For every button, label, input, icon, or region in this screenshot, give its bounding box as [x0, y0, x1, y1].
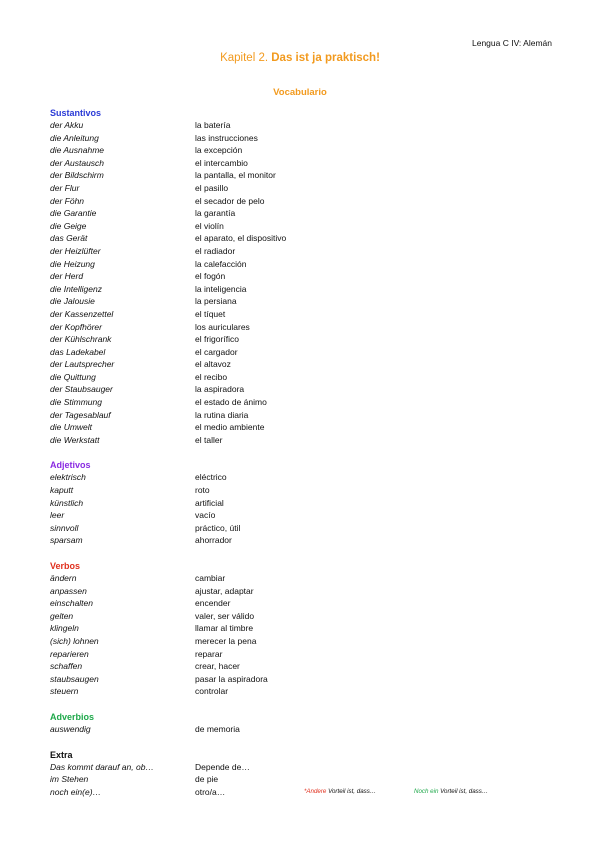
- phrase-note-andere: [304, 786, 414, 799]
- spanish-translation: práctico, útil: [195, 522, 241, 533]
- vocab-row: [50, 723, 570, 736]
- german-term: die Intelligenz: [50, 283, 102, 294]
- german-term: der Staubsauger: [50, 384, 113, 395]
- german-term: einschalten: [50, 598, 94, 609]
- german-term: auswendig: [50, 723, 91, 734]
- spanish-translation: el frigorífico: [195, 334, 239, 345]
- spanish-translation: de memoria: [195, 723, 240, 734]
- german-term: leer: [50, 510, 65, 521]
- spanish-translation: ahorrador: [195, 535, 232, 546]
- german-term: das Gerät: [50, 233, 88, 244]
- section-extra: [50, 749, 570, 799]
- german-term: ändern: [50, 573, 77, 583]
- section-adjetivos: [50, 459, 570, 547]
- vocab-row: [50, 144, 570, 157]
- spanish-translation: la excepción: [195, 145, 243, 156]
- vocab-row: [50, 509, 570, 522]
- german-term: (sich) lohnen: [50, 635, 99, 646]
- note-highlight: Andere: [306, 787, 327, 795]
- german-term: der Tagesablauf: [50, 409, 111, 420]
- german-term: anpassen: [50, 585, 87, 596]
- vocab-row: [50, 673, 570, 686]
- word-list: [50, 471, 570, 547]
- section-title: Extra: [50, 749, 73, 760]
- vocab-row: [50, 660, 570, 673]
- spanish-translation: controlar: [195, 686, 229, 697]
- vocab-row: [50, 346, 570, 359]
- spanish-translation: otro/a…: [195, 786, 226, 797]
- vocab-row: [50, 308, 570, 321]
- vocab-row: [50, 169, 570, 182]
- spanish-translation: roto: [195, 485, 210, 496]
- vocab-row: [50, 534, 570, 547]
- course-label: Lengua C IV: Alemán: [471, 38, 552, 48]
- vocab-row: [50, 597, 570, 610]
- german-term: die Garantie: [50, 208, 97, 219]
- vocab-row: [50, 207, 570, 220]
- spanish-translation: la inteligencia: [195, 283, 247, 294]
- german-term: künstlich: [50, 497, 84, 508]
- german-term: der Heizlüfter: [50, 245, 101, 256]
- spanish-translation: llamar al timbre: [195, 623, 254, 634]
- phrase-note-noch-ein: [414, 786, 514, 799]
- german-term: reparieren: [50, 648, 89, 659]
- german-term: der Flur: [50, 182, 80, 193]
- spanish-translation: ajustar, adaptar: [195, 585, 254, 596]
- word-list: [50, 572, 570, 698]
- vocab-row: [50, 522, 570, 535]
- german-term: Das kommt darauf an, ob…: [50, 761, 154, 772]
- german-term: im Stehen: [50, 774, 89, 785]
- vocab-row: [50, 371, 570, 384]
- chapter-main-title: Das ist ja praktisch!: [271, 52, 380, 64]
- section-title: Adjetivos: [50, 460, 91, 471]
- german-term: der Herd: [50, 271, 84, 282]
- spanish-translation: el fogón: [195, 271, 226, 282]
- spanish-translation: el recibo: [195, 371, 228, 382]
- vocab-row: [50, 383, 570, 396]
- vocab-row: [50, 258, 570, 271]
- vocab-row: [50, 635, 570, 648]
- spanish-translation: el aparato, el dispositivo: [195, 233, 287, 244]
- chapter-title: [0, 52, 600, 64]
- german-term: noch ein(e)…: [50, 786, 102, 797]
- vocab-row: [50, 396, 570, 409]
- spanish-translation: el estado de ánimo: [195, 397, 267, 408]
- german-term: die Anleitung: [50, 132, 99, 143]
- vocab-row: [50, 232, 570, 245]
- spanish-translation: el altavoz: [195, 359, 231, 370]
- spanish-translation: eléctrico: [195, 472, 227, 483]
- spanish-translation: la garantía: [195, 208, 236, 219]
- word-list: [50, 723, 570, 736]
- vocab-row: [50, 157, 570, 170]
- note-rest: Vorteil ist, dass…: [438, 787, 489, 795]
- vocab-row: [50, 497, 570, 510]
- spanish-translation: el taller: [195, 434, 223, 445]
- vocab-row: [50, 484, 570, 497]
- vocab-row: [50, 295, 570, 308]
- chapter-prefix: Kapitel 2.: [220, 52, 272, 64]
- spanish-translation: cambiar: [195, 573, 226, 583]
- vocab-row: [50, 434, 570, 447]
- spanish-translation: el pasillo: [195, 182, 229, 193]
- spanish-translation: reparar: [195, 648, 223, 659]
- german-term: der Föhn: [50, 195, 85, 206]
- spanish-translation: los auriculares: [195, 321, 250, 332]
- section-title: Verbos: [50, 561, 81, 571]
- spanish-translation: el tíquet: [195, 308, 226, 319]
- word-list: [50, 761, 570, 799]
- spanish-translation: las instrucciones: [195, 132, 258, 143]
- spanish-translation: el medio ambiente: [195, 422, 265, 433]
- german-term: die Heizung: [50, 258, 95, 269]
- vocab-row: [50, 220, 570, 233]
- german-term: die Werkstatt: [50, 434, 100, 445]
- spanish-translation: la persiana: [195, 296, 237, 307]
- note-rest: Vorteil ist, dass…: [326, 787, 377, 795]
- vocabulary-heading: Vocabulario: [273, 87, 327, 98]
- spanish-translation: vacío: [195, 510, 216, 521]
- vocab-row: [50, 471, 570, 484]
- german-term: der Kopfhörer: [50, 321, 102, 332]
- vocab-row: [50, 333, 570, 346]
- spanish-translation: pasar la aspiradora: [195, 673, 268, 684]
- german-term: der Akku: [50, 120, 84, 130]
- vocab-row: [50, 195, 570, 208]
- section-title: Sustantivos: [50, 108, 102, 118]
- german-term: die Umwelt: [50, 422, 93, 433]
- spanish-translation: crear, hacer: [195, 661, 240, 672]
- note-prefix: *: [304, 787, 307, 795]
- spanish-translation: artificial: [195, 497, 224, 508]
- german-term: schaffen: [50, 661, 83, 672]
- spanish-translation: encender: [195, 598, 231, 609]
- german-term: klingeln: [50, 623, 79, 634]
- spanish-translation: el intercambio: [195, 157, 248, 168]
- word-list: [50, 119, 570, 446]
- german-term: die Geige: [50, 220, 87, 231]
- spanish-translation: la batería: [195, 120, 231, 130]
- vocab-row: [50, 622, 570, 635]
- german-term: das Ladekabel: [50, 346, 106, 357]
- vocab-row: [50, 572, 570, 585]
- vocab-row: [50, 761, 570, 774]
- german-term: die Jalousie: [50, 296, 95, 307]
- vocab-row: [50, 786, 570, 799]
- spanish-translation: merecer la pena: [195, 635, 257, 646]
- spanish-translation: de pie: [195, 774, 219, 785]
- spanish-translation: el secador de pelo: [195, 195, 265, 206]
- german-term: der Kassenzettel: [50, 308, 114, 319]
- vocab-row: [50, 585, 570, 598]
- german-term: der Austausch: [50, 157, 105, 168]
- vocab-row: [50, 182, 570, 195]
- vocab-row: [50, 409, 570, 422]
- spanish-translation: la pantalla, el monitor: [195, 170, 276, 181]
- vocabulary-content: [50, 107, 570, 798]
- spanish-translation: la calefacción: [195, 258, 247, 269]
- vocab-row: [50, 358, 570, 371]
- spanish-translation: el violín: [195, 220, 224, 231]
- vocab-row: [50, 421, 570, 434]
- spanish-translation: valer, ser válido: [195, 610, 255, 621]
- note-highlight: Noch ein: [414, 787, 439, 795]
- vocab-row: [50, 245, 570, 258]
- vocab-row: [50, 321, 570, 334]
- german-term: gelten: [50, 610, 74, 621]
- german-term: der Bildschirm: [50, 170, 104, 181]
- german-term: steuern: [50, 686, 79, 697]
- german-term: sparsam: [50, 535, 83, 546]
- vocab-row: [50, 610, 570, 623]
- vocab-row: [50, 132, 570, 145]
- german-term: kaputt: [50, 485, 74, 496]
- german-term: der Kühlschrank: [50, 334, 112, 345]
- german-term: staubsaugen: [50, 673, 99, 684]
- german-term: der Lautsprecher: [50, 359, 115, 370]
- german-term: die Ausnahme: [50, 145, 105, 156]
- vocab-row: [50, 648, 570, 661]
- section-verbos: [50, 560, 570, 698]
- german-term: elektrisch: [50, 472, 86, 483]
- vocab-row: [50, 773, 570, 786]
- spanish-translation: Depende de…: [195, 761, 250, 772]
- german-term: sinnvoll: [50, 522, 79, 533]
- section-sustantivos: [50, 107, 570, 446]
- vocab-row: [50, 283, 570, 296]
- german-term: die Quittung: [50, 371, 96, 382]
- vocab-row: [50, 685, 570, 698]
- spanish-translation: la aspiradora: [195, 384, 245, 395]
- section-title: Adverbios: [50, 711, 95, 722]
- spanish-translation: la rutina diaria: [195, 409, 249, 420]
- vocab-row: [50, 119, 570, 132]
- spanish-translation: el cargador: [195, 346, 238, 357]
- section-adverbios: [50, 711, 570, 736]
- german-term: die Stimmung: [50, 397, 102, 408]
- spanish-translation: el radiador: [195, 245, 236, 256]
- vocab-row: [50, 270, 570, 283]
